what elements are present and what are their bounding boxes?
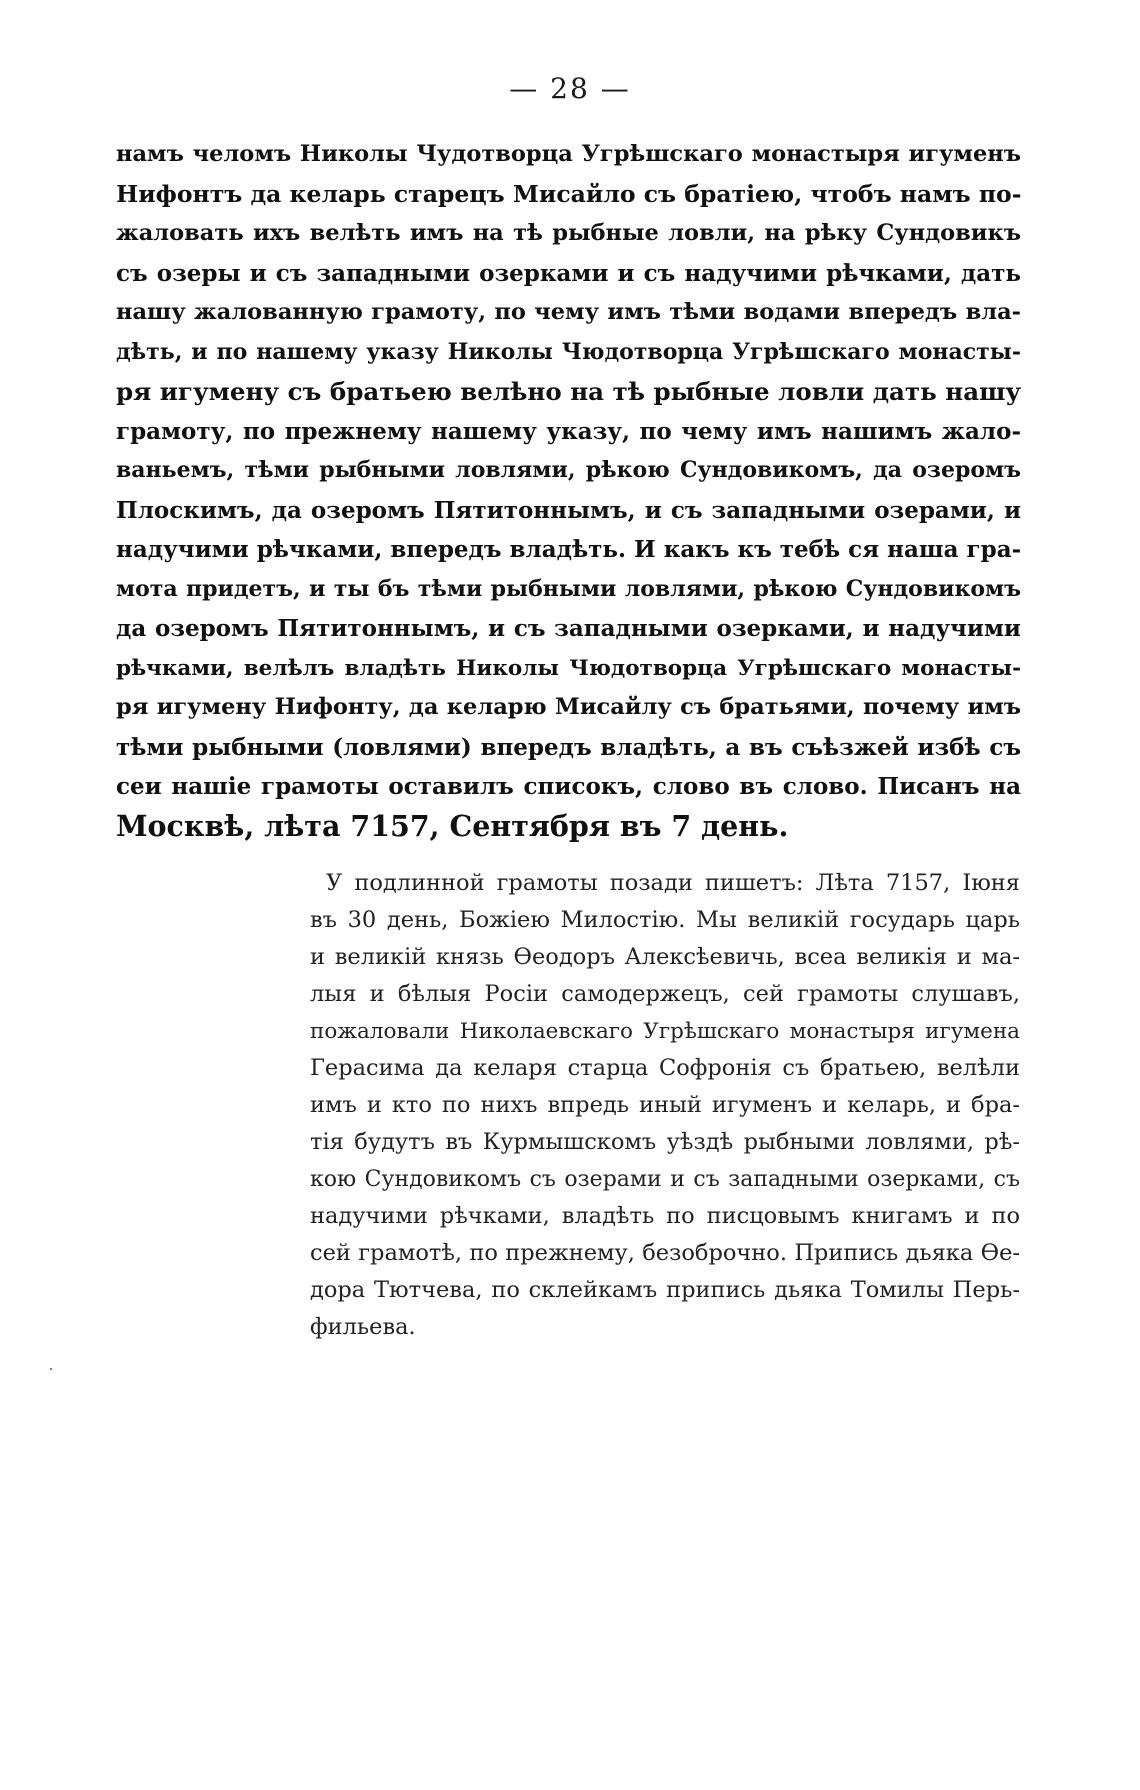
note-text-line: надучими рѣчками, владѣть по писцовымъ книгамъ и по bbox=[310, 1203, 1020, 1229]
note-text-line: имъ и кто по нихъ впредь иный игуменъ и келарь, и бра- bbox=[310, 1092, 1020, 1118]
main-text-block bbox=[116, 135, 1021, 846]
main-text-line: намъ челомъ Николы Чудотворца Угрѣшскаго монастыря игуменъ bbox=[116, 141, 1021, 167]
note-text-line: пожаловали Николаевскаго Угрѣшскаго монастыря игумена bbox=[310, 1019, 1020, 1044]
note-text-line: и великій князь Ѳеодоръ Алексѣевичь, всеа великія и ма- bbox=[310, 944, 1020, 970]
main-text-line: жаловать ихъ велѣть имъ на тѣ рыбные ловли, на рѣку Сундовикъ bbox=[116, 220, 1021, 246]
page-number: — 28 — bbox=[509, 72, 631, 105]
main-text-line: сеи нашіе грамоты оставилъ списокъ, слово въ слово. Писанъ на bbox=[116, 773, 1021, 800]
main-text-line: да озеромъ Пятитоннымъ, и съ западными озерками, и надучими bbox=[116, 615, 1021, 642]
main-text-line: ря игумену съ братьею велѣно на тѣ рыбные ловли дать нашу bbox=[116, 377, 1022, 406]
main-text-line: Москвѣ, лѣта 7157, Сентября въ 7 день. bbox=[116, 808, 789, 843]
main-text-line: рѣчками, велѣлъ владѣть Николы Чюдотворца Угрѣшскаго монасты- bbox=[116, 655, 1021, 681]
main-text-line: ваньемъ, тѣми рыбными ловлями, рѣкою Сундовикомъ, да озеромъ bbox=[116, 457, 1021, 483]
note-text-line: кою Сундовикомъ съ озерами и съ западными озерками, съ bbox=[310, 1167, 1020, 1192]
main-text-line: грамоту, по прежнему нашему указу, по чему имъ нашимъ жало- bbox=[116, 417, 1021, 445]
main-text-line: нашу жалованную грамоту, по чему имъ тѣми водами впередъ вла- bbox=[116, 299, 1021, 325]
note-text-line: Герасима да келаря старца Софронія съ братьею, велѣли bbox=[310, 1055, 1020, 1081]
margin-speck bbox=[50, 1368, 52, 1370]
main-text-line: мота придетъ, и ты бъ тѣми рыбными ловлями, рѣкою Сундовикомъ bbox=[116, 575, 1021, 602]
main-text-line: ря игумену Нифонту, да келарю Мисайлу съ братьями, почему имъ bbox=[116, 694, 1021, 720]
note-text-line: У подлинной грамоты позади пишетъ: Лѣта 7157, Іюня bbox=[326, 870, 1020, 896]
note-text-line: въ 30 день, Божіею Милостію. Мы великій государь царь bbox=[310, 907, 1020, 933]
endorsement-note-block bbox=[310, 865, 1020, 1346]
note-text-line: лыя и бѣлыя Росіи самодержецъ, сей грамоты слушавъ, bbox=[310, 981, 1020, 1007]
note-text-line: тія будутъ въ Курмышскомъ уѣздѣ рыбными ловлями, рѣ- bbox=[310, 1129, 1020, 1155]
main-text-line: Нифонтъ да келарь старецъ Мисайло съ братіею, чтобъ намъ по- bbox=[116, 179, 1022, 208]
main-text-line: надучими рѣчками, впередъ владѣть. И какъ къ тебѣ ся наша гра- bbox=[116, 536, 1022, 563]
note-text-line: фильева. bbox=[310, 1314, 416, 1340]
main-text-line: Плоскимъ, да озеромъ Пятитоннымъ, и съ западными озерами, и bbox=[116, 496, 1021, 524]
main-text-line: дѣть, и по нашему указу Николы Чюдотворца Угрѣшскаго монасты- bbox=[116, 338, 1021, 365]
note-text-line: дора Тютчева, по склейкамъ припись дьяка Томилы Перь- bbox=[310, 1277, 1020, 1303]
note-text-line: сей грамотѣ, по прежнему, безоброчно. Припись дьяка Ѳе- bbox=[310, 1240, 1020, 1266]
main-text-line: съ озеры и съ западными озерками и съ надучими рѣчками, дать bbox=[116, 259, 1021, 287]
main-text-line: тѣми рыбными (ловлями) впередъ владѣть, а въ съѣзжей избѣ съ bbox=[116, 733, 1021, 761]
